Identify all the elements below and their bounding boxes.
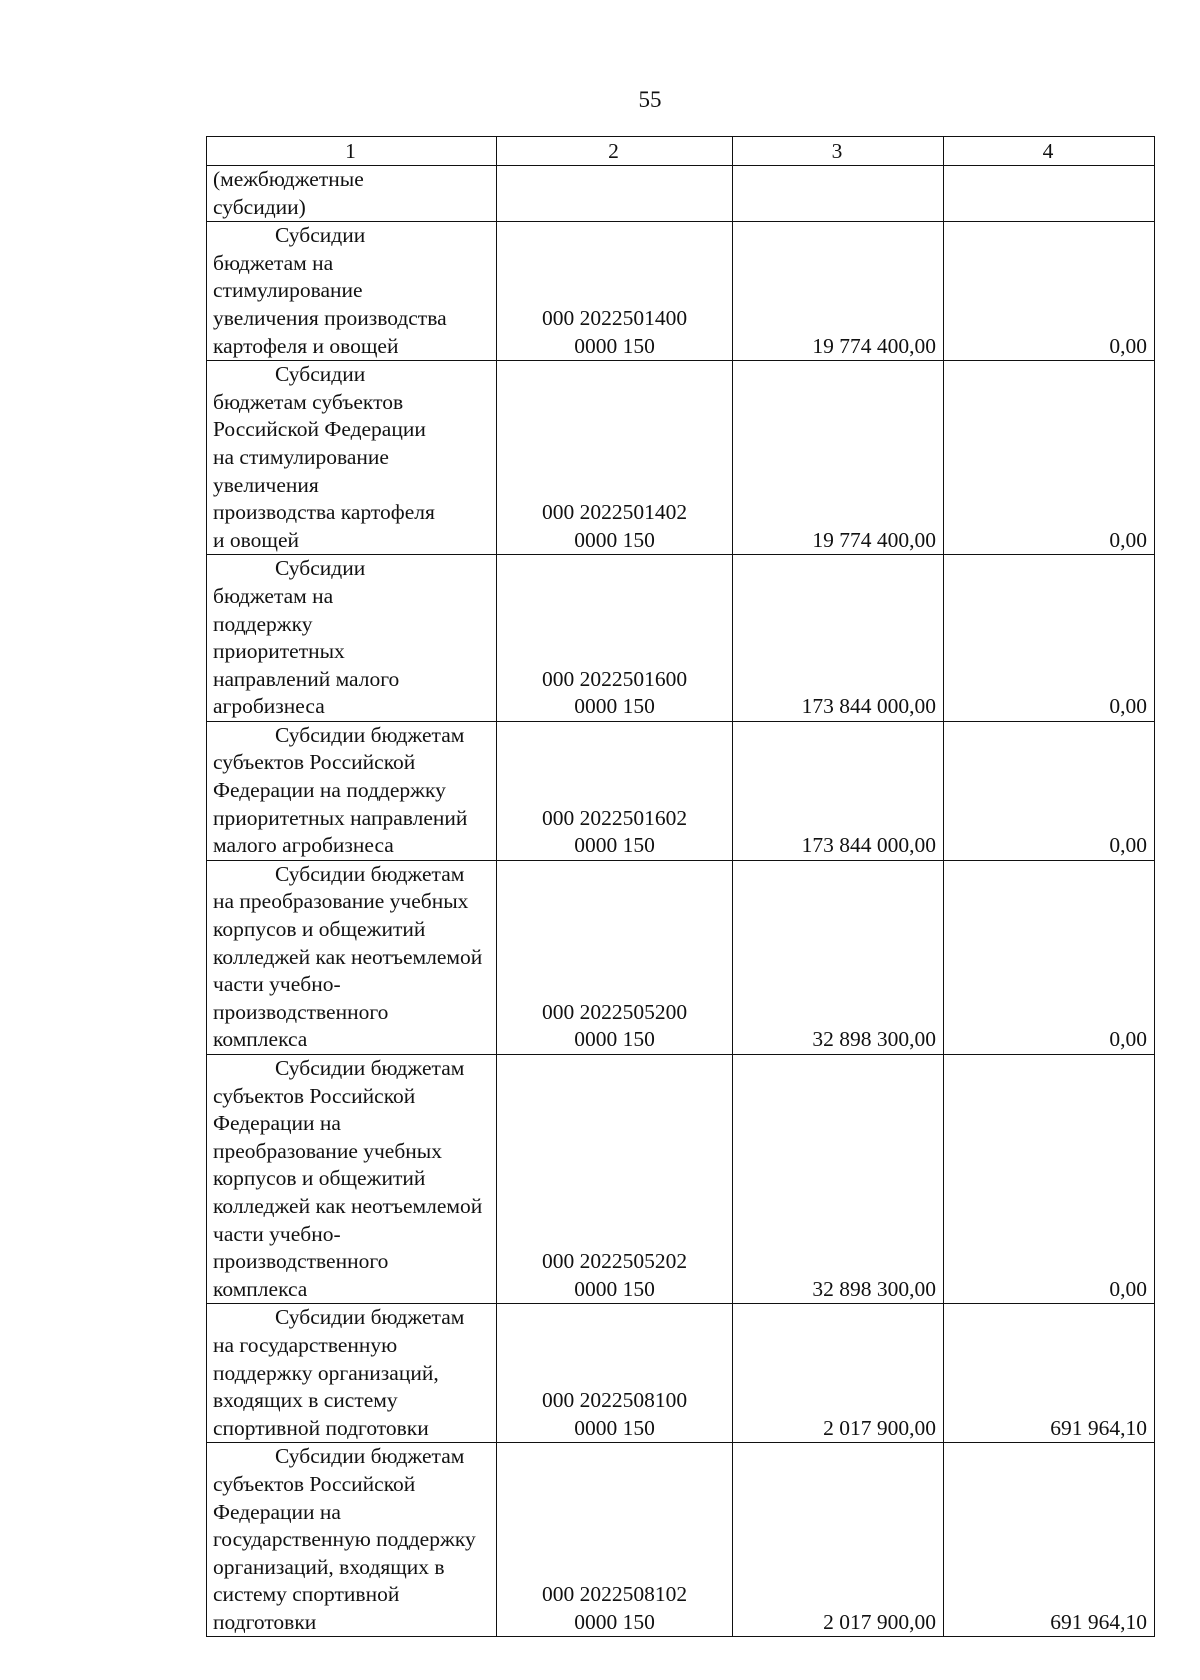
row-name [207,860,497,1054]
row-col3: 32 898 300,00 [733,860,944,1054]
row-code-line1: 000 2022508100 [541,1388,688,1413]
row-col4: 0,00 [944,361,1155,555]
row-name-text: Субсидии бюджетам на стимулирование увеличения производства картофеля и овощей [213,223,447,358]
continuation-row [207,166,1155,222]
row-col4: 0,00 [944,555,1155,722]
row-col4: 0,00 [944,860,1155,1054]
row-col3: 173 844 000,00 [733,555,944,722]
row-code [497,1055,733,1304]
row-col3: 32 898 300,00 [733,1055,944,1304]
header-row [207,137,1155,166]
row-code [497,555,733,722]
table-row [207,721,1155,860]
budget-table [206,136,1155,1637]
table-row [207,1443,1155,1637]
row-col4: 0,00 [944,1055,1155,1304]
row-code-line2: 0000 150 [574,1276,655,1301]
row-name-text: Субсидии бюджетам субъектов Российской Федерации на преобразование учебных корпусов и общежитий колледжей как неотъемлемой части учебно-производственного комплекса [213,1056,483,1301]
row-name-text: Субсидии бюджетам субъектов Российской Федерации на поддержку приоритетных направлений малого агробизнеса [213,722,468,858]
row-code [497,361,733,555]
row-code [497,1443,733,1637]
row-name-text: Субсидии бюджетам на государственную поддержку организаций, входящих в систему спортивной подготовки [213,1305,465,1440]
header-col-1: 1 [207,137,497,166]
row-name-text: Субсидии бюджетам на поддержку приоритетных направлений малого агробизнеса [213,556,400,719]
table-row [207,555,1155,722]
continuation-code [497,166,733,222]
row-name [207,1443,497,1637]
row-name [207,721,497,860]
continuation-name: (межбюджетные субсидии) [207,166,497,222]
row-code-line2: 0000 150 [574,1027,655,1052]
row-code-line2: 0000 150 [574,333,655,358]
row-name [207,1055,497,1304]
row-code-line2: 0000 150 [574,833,655,858]
row-code-line1: 000 2022501400 [541,305,688,330]
table-row [207,860,1155,1054]
row-name [207,555,497,722]
row-code-line2: 0000 150 [574,1415,655,1440]
row-code [497,222,733,361]
row-col3: 2 017 900,00 [733,1443,944,1637]
row-col4: 691 964,10 [944,1443,1155,1637]
row-name-text: Субсидии бюджетам субъектов Российской Федерации на государственную поддержку организаций, входящих в систему спортивной подготовки [213,1444,476,1634]
table-row [207,1055,1155,1304]
header-col-3: 3 [733,137,944,166]
row-name [207,1304,497,1443]
row-col3: 19 774 400,00 [733,222,944,361]
row-code [497,860,733,1054]
row-code-line2: 0000 150 [574,1609,655,1634]
row-name [207,222,497,361]
row-code-line2: 0000 150 [574,527,655,552]
row-name-text: Субсидии бюджетам субъектов Российской Федерации на стимулирование увеличения производства картофеля и овощей [213,362,435,552]
row-code-line2: 0000 150 [574,694,655,719]
continuation-col3 [733,166,944,222]
row-code-line1: 000 2022501602 [541,805,688,830]
row-code-line1: 000 2022508102 [541,1582,688,1607]
row-name [207,361,497,555]
row-code-line1: 000 2022505200 [541,999,688,1024]
row-col4: 0,00 [944,222,1155,361]
row-code [497,1304,733,1443]
row-code-line1: 000 2022501600 [541,666,688,691]
row-name-text: Субсидии бюджетам на преобразование учебных корпусов и общежитий колледжей как неотъемлемой части учебно-производственного комплекса [213,861,483,1052]
row-col3: 173 844 000,00 [733,721,944,860]
page-number: 55 [638,87,662,112]
row-col4: 0,00 [944,721,1155,860]
header-col-2: 2 [497,137,733,166]
table-row [207,361,1155,555]
table-row [207,1304,1155,1443]
continuation-col4 [944,166,1155,222]
row-col3: 2 017 900,00 [733,1304,944,1443]
row-col3: 19 774 400,00 [733,361,944,555]
row-col4: 691 964,10 [944,1304,1155,1443]
row-code-line1: 000 2022501402 [541,500,688,525]
row-code-line1: 000 2022505202 [541,1249,688,1274]
row-code [497,721,733,860]
table-row [207,222,1155,361]
header-col-4: 4 [944,137,1155,166]
